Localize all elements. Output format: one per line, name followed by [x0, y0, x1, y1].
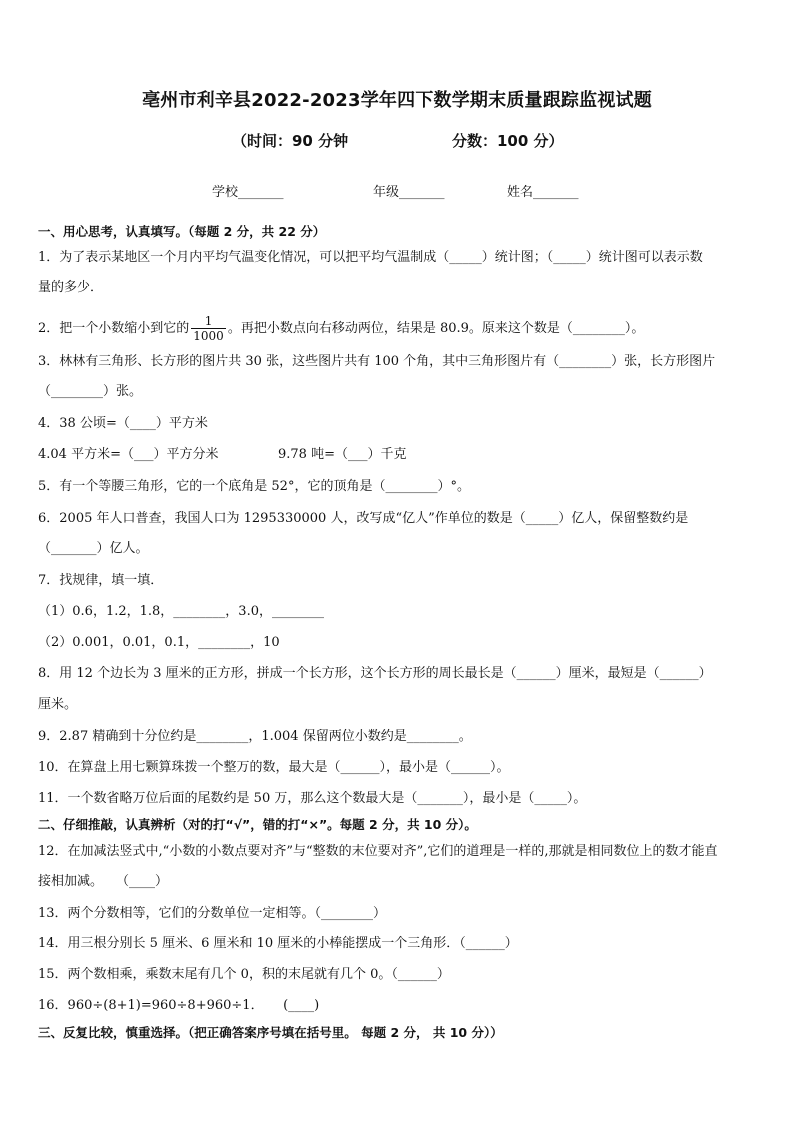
- question-4-line-1: 4．38 公顷=（____）平方米: [38, 416, 208, 431]
- question-3-line-1: 3．林林有三角形、长方形的图片共 30 张，这些图片共有 100 个角，其中三角形图片有（________）张，长方形图片: [38, 354, 716, 369]
- question-8-line-1: 8．用 12 个边长为 3 厘米的正方形，拼成一个长方形，这个长方形的周长最长是（______）厘米，最短是（______）: [38, 666, 712, 681]
- name-field: 姓名_______: [507, 185, 579, 200]
- section-2-heading: 二、仔细推敲，认真辨析（对的打“√”，错的打“×”。每题 2 分，共 10 分）。: [38, 817, 477, 832]
- question-7: 7．找规律，填一填．: [38, 573, 164, 588]
- question-7-part-1: （1）0.6，1.2，1.8，________，3.0，________: [38, 604, 324, 619]
- question-11: 11．一个数省略万位后面的尾数约是 50 万，那么这个数最大是（_______），最小是（_____）。: [38, 791, 587, 806]
- question-5: 5．有一个等腰三角形，它的一个底角是 52°，它的顶角是（________）°。: [38, 479, 470, 494]
- question-14: 14．用三根分别长 5 厘米、6 厘米和 10 厘米的小棒能摆成一个三角形．（______）: [38, 936, 518, 951]
- time-label: （时间：90 分钟: [232, 132, 349, 150]
- grade-field: 年级_______: [373, 185, 445, 200]
- question-13: 13．两个分数相等，它们的分数单位一定相等。（________）: [38, 906, 387, 921]
- question-4-line-2a: 4.04 平方米=（___）平方分米: [38, 447, 219, 462]
- school-field: 学校_______: [212, 185, 284, 200]
- fraction-numerator: 1: [191, 314, 226, 329]
- question-10: 10．在算盘上用七颗算珠拨一个整万的数，最大是（______），最小是（______）。: [38, 760, 510, 775]
- question-4-line-2b: 9.78 吨=（___）千克: [278, 447, 407, 462]
- fraction-denominator: 1000: [193, 329, 224, 343]
- question-7-part-2: （2）0.001，0.01，0.1，________，10: [38, 635, 280, 650]
- question-16: 16．960÷(8+1)=960÷8+960÷1． (____): [38, 998, 320, 1013]
- question-1-line-1: 1．为了表示某地区一个月内平均气温变化情况，可以把平均气温制成（_____）统计图；（_____）统计图可以表示数: [38, 250, 703, 265]
- question-3-line-2: （________）张。: [38, 384, 143, 399]
- fraction: [191, 314, 226, 343]
- question-9: 9．2.87 精确到十分位约是________，1.004 保留两位小数约是________。: [38, 729, 472, 744]
- question-15: 15．两个数相乘，乘数末尾有几个 0，积的末尾就有几个 0。（______）: [38, 967, 450, 982]
- question-2: [38, 314, 644, 343]
- question-1-line-2: 量的多少．: [38, 280, 104, 295]
- section-1-heading: 一、用心思考，认真填写。（每题 2 分，共 22 分）: [38, 224, 326, 239]
- exam-title: 亳州市利辛县2022-2023学年四下数学期末质量跟踪监视试题: [142, 90, 652, 111]
- question-6-line-1: 6．2005 年人口普查，我国人口为 1295330000 人，改写成“亿人”作单位的数是（_____）亿人，保留整数约是: [38, 511, 689, 526]
- question-12-line-2: 接相加减。 （____）: [38, 874, 169, 889]
- question-2-suffix: 。再把小数点向右移动两位，结果是 80.9。原来这个数是（________）。: [227, 321, 645, 336]
- score-label: 分数：100 分）: [452, 132, 564, 150]
- question-6-line-2: （_______）亿人。: [38, 541, 149, 556]
- section-3-heading: 三、反复比较，慎重选择。（把正确答案序号填在括号里。 每题 2 分， 共 10 分））: [38, 1025, 503, 1040]
- question-12-line-1: 12．在加减法竖式中,“小数的小数点要对齐”与“整数的末位要对齐”,它们的道理是一样的,那就是相同数位上的数才能直: [38, 844, 718, 859]
- question-2-prefix: 2．把一个小数缩小到它的: [38, 321, 190, 336]
- question-8-line-2: 厘米。: [38, 697, 78, 712]
